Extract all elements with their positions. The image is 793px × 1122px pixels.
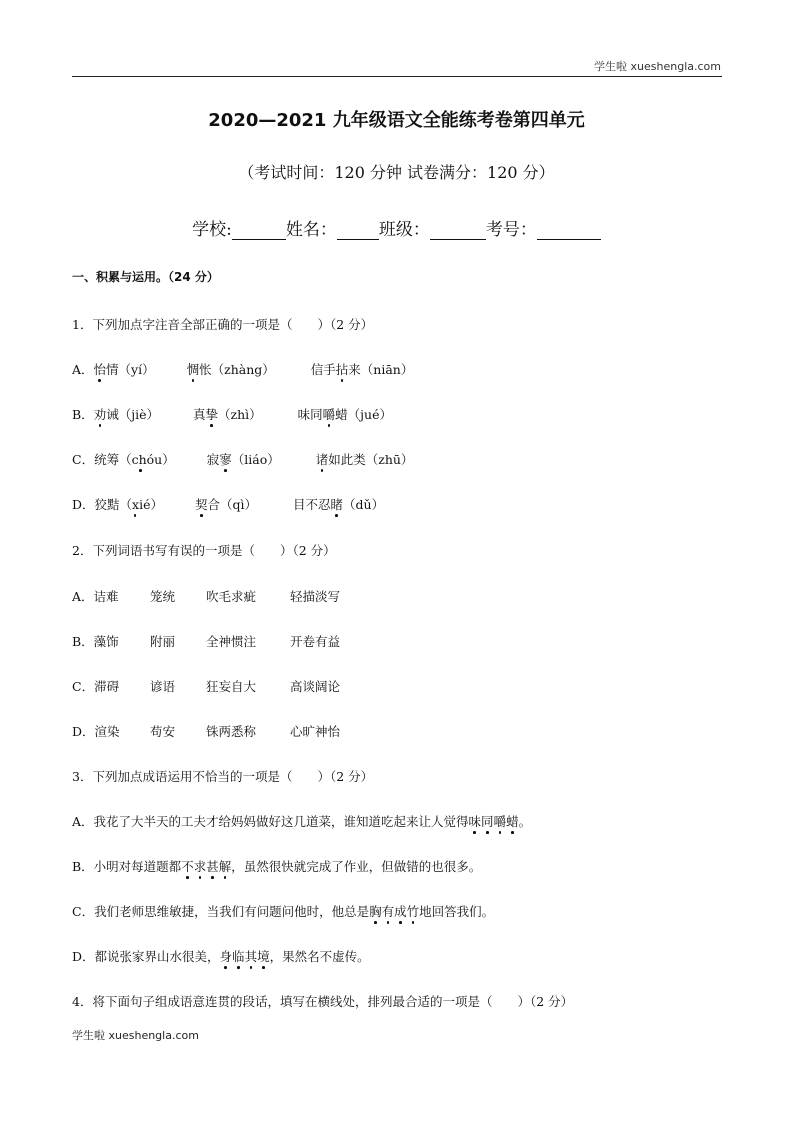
question-3-option-a: A．我花了大半天的工夫才给妈妈做好这几道菜，谁知道吃起来让人觉得味同嚼蜡。 — [72, 814, 532, 829]
emphasized-phrase: 不求甚解 — [181, 859, 232, 874]
question-3-stem: 3．下列加点成语运用不恰当的一项是（ ）（2 分） — [72, 769, 374, 784]
name-blank[interactable] — [337, 222, 379, 240]
question-3-option-b: B．小明对每道题都不求甚解，虽然很快就完成了作业，但做错的也很多。 — [72, 859, 482, 874]
question-2-stem: 2．下列词语书写有误的一项是（ ）（2 分） — [72, 543, 336, 558]
question-3-option-d: D．都说张家界山水很美，身临其境，果然名不虚传。 — [72, 949, 370, 964]
exam-subtitle: （考试时间：120 分钟 试卷满分：120 分） — [238, 163, 555, 182]
header-divider — [72, 76, 722, 77]
number-label: 考号： — [485, 220, 537, 240]
emphasized-phrase: 胸有成竹 — [369, 904, 420, 919]
number-blank[interactable] — [537, 222, 601, 240]
question-1-stem: 1．下列加点字注音全部正确的一项是（ ）（2 分） — [72, 317, 374, 332]
name-label: 姓名： — [285, 220, 337, 240]
question-1-option-c: C．统筹（chóu） 寂寥（liáo） 诸如此类（zhū） — [72, 452, 414, 467]
question-2-option-b: B．藻饰 附丽 全神惯注 开卷有益 — [72, 634, 341, 649]
student-info-line — [0, 215, 793, 240]
header-brand: 学生啦 xueshengla.com — [594, 60, 721, 73]
question-2-option-d: D．渲染 苟安 铢两悉称 心旷神怡 — [72, 724, 341, 739]
footer-brand: 学生啦 xueshengla.com — [72, 1029, 199, 1042]
class-blank[interactable] — [430, 222, 486, 240]
question-1-option-d: D．狡黠（xié） 契合（qì） 目不忍睹（dǔ） — [72, 497, 385, 512]
emphasized-phrase: 身临其境 — [219, 949, 270, 964]
question-2-option-a: A．诘难 笼统 吹毛求疵 轻描淡写 — [72, 589, 341, 604]
question-1-option-a: A．怡情（yí） 惆怅（zhàng） 信手拈来（niān） — [72, 362, 414, 377]
question-4-stem: 4．将下面句子组成语意连贯的段话，填写在横线处，排列最合适的一项是（ ）（2 分） — [72, 994, 574, 1009]
school-label: 学校: — [192, 220, 232, 240]
question-3-option-c: C．我们老师思维敏捷，当我们有问题问他时，他总是胸有成竹地回答我们。 — [72, 904, 495, 919]
page-title: 2020—2021 九年级语文全能练考卷第四单元 — [208, 110, 585, 131]
question-2-option-c: C．滞碍 谚语 狂妄自大 高谈阔论 — [72, 679, 341, 694]
question-1-option-b: B．劝诫（jiè） 真挚（zhì） 味同嚼蜡（jué） — [72, 407, 392, 422]
school-blank[interactable] — [232, 222, 286, 240]
class-label: 班级： — [378, 220, 430, 240]
section-heading: 一、积累与运用。（24 分） — [72, 270, 219, 284]
emphasized-phrase: 味同嚼蜡 — [468, 814, 519, 829]
